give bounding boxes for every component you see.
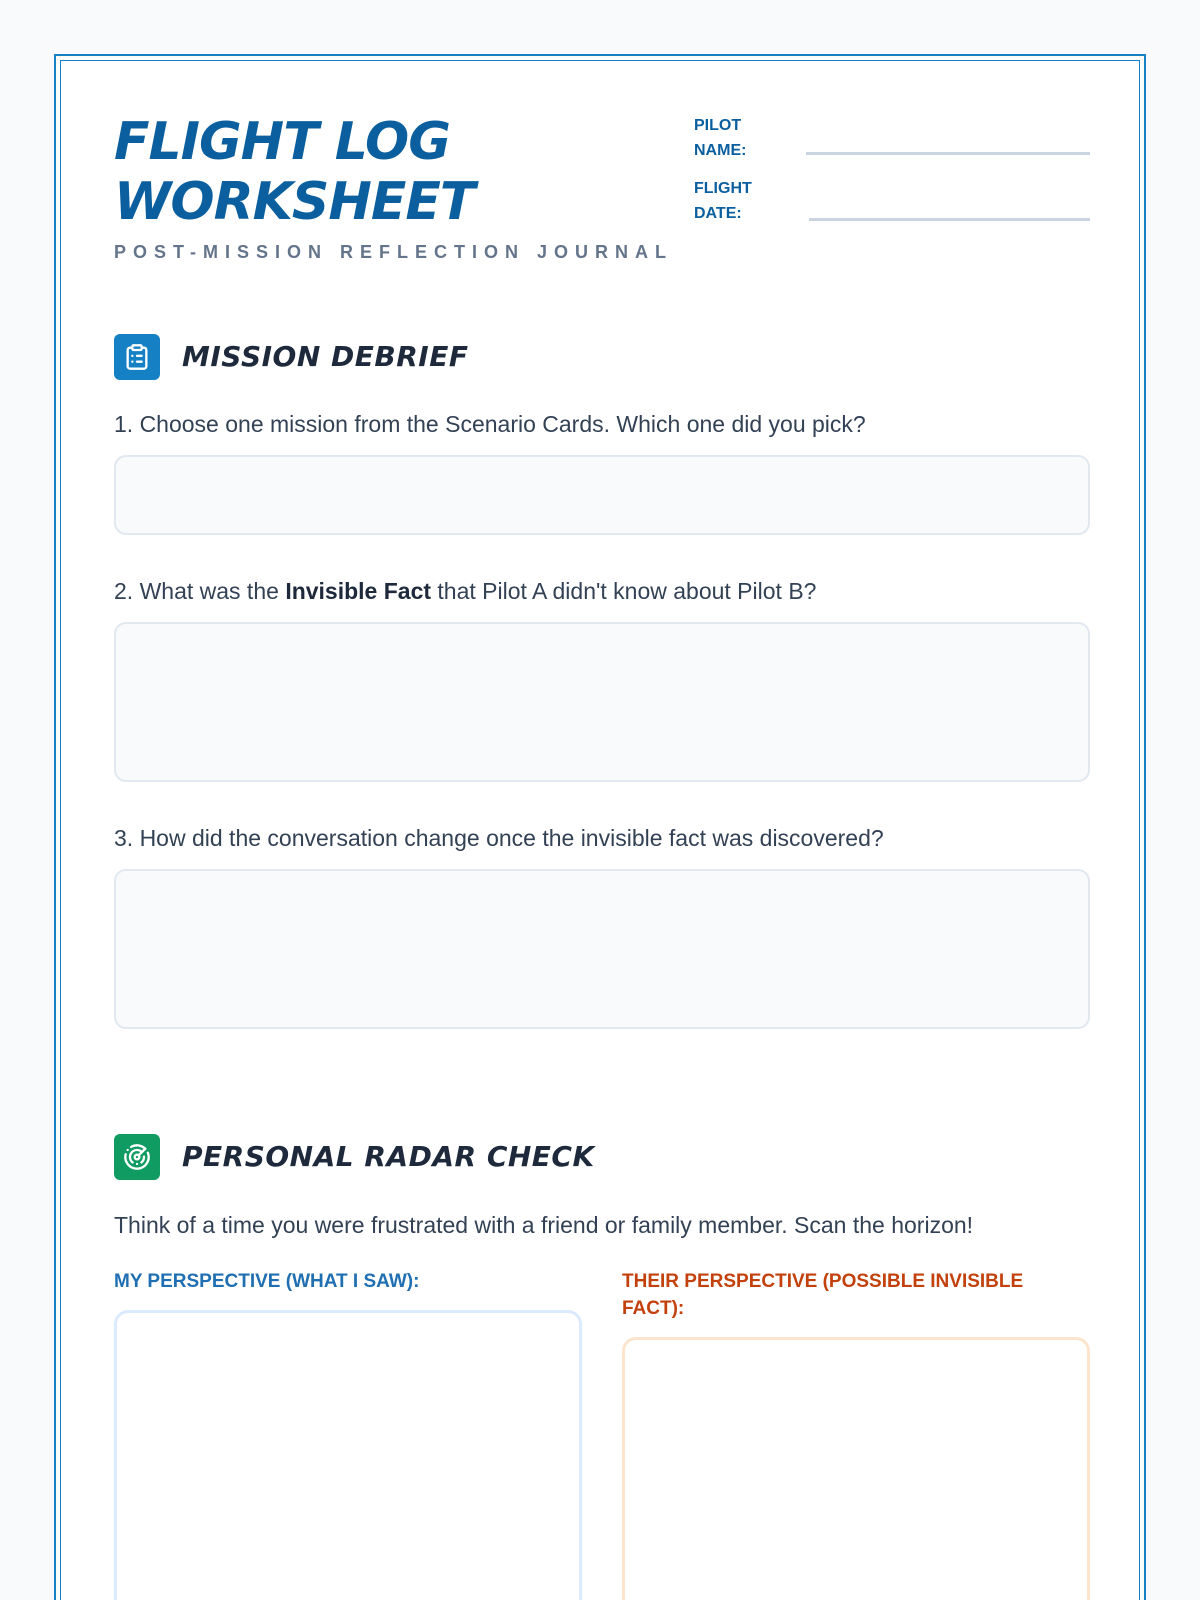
my-perspective-label: MY PERSPECTIVE (WHAT I SAW):: [114, 1271, 420, 1292]
their-perspective-box[interactable]: [622, 1337, 1090, 1600]
pilot-name-label-line-1: PILOT: [694, 117, 742, 134]
question-2-prefix: 2. What was the: [114, 578, 286, 604]
question-2-suffix: that Pilot A didn't know about Pilot B?: [431, 578, 817, 604]
question-1: 1. Choose one mission from the Scenario Cards. Which one did you pick?: [114, 411, 866, 437]
question-2: [114, 576, 1094, 606]
title-line-2: WORKSHEET: [114, 172, 475, 232]
pilot-name-label: [694, 113, 784, 163]
clipboard-icon: [114, 334, 160, 380]
pilot-name-label-line-2: NAME:: [694, 142, 747, 159]
answer-box-1[interactable]: [114, 455, 1090, 535]
answer-box-2[interactable]: [114, 622, 1090, 782]
mission-debrief-title: MISSION DEBRIEF: [182, 340, 469, 373]
flight-date-row: [694, 176, 1090, 226]
question-3: 3. How did the conversation change once the invisible fact was discovered?: [114, 825, 884, 851]
radar-intro-text: Think of a time you were frustrated with a friend or family member. Scan the horizon!: [114, 1212, 974, 1238]
pilot-name-row: [694, 113, 1090, 163]
question-2-emphasis: Invisible Fact: [285, 578, 432, 604]
pilot-name-field[interactable]: [806, 152, 1090, 155]
worksheet-subtitle: POST-MISSION REFLECTION JOURNAL: [114, 242, 674, 262]
title-line-1: FLIGHT LOG: [114, 112, 450, 172]
my-perspective-box[interactable]: [114, 1310, 582, 1600]
their-perspective-label: THEIR PERSPECTIVE (POSSIBLE INVISIBLE FACT):: [622, 1271, 1024, 1319]
radar-check-header: [114, 1134, 1094, 1180]
flight-date-label: [694, 176, 784, 226]
radar-check-title: PERSONAL RADAR CHECK: [182, 1140, 595, 1173]
flight-date-label-line-2: DATE:: [694, 205, 742, 222]
worksheet-title: [114, 112, 474, 232]
flight-date-label-line-1: FLIGHT: [694, 180, 752, 197]
flight-date-field[interactable]: [809, 218, 1090, 221]
mission-debrief-header: [114, 334, 1094, 380]
radar-icon: [114, 1134, 160, 1180]
answer-box-3[interactable]: [114, 869, 1090, 1029]
